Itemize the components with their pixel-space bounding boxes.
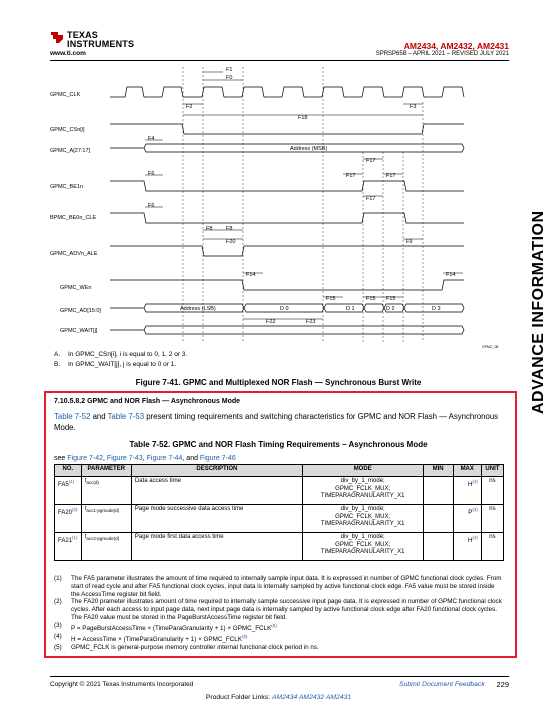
figure-code: GPMC_08: [482, 345, 499, 349]
bus-address-msb: Address (MSB): [290, 146, 328, 152]
signal-label: GPMC_WEn: [60, 285, 92, 291]
timing-label-f17d: F17: [366, 196, 376, 202]
section-intro: Table 7-52 and Table 7-53 present timing requirements and switching characteristics for GPMC and NOR Flash — Asynchronous Mode.: [54, 412, 499, 432]
product-link[interactable]: AM2434 AM2432 AM2431: [271, 694, 352, 701]
bus-data-3: D 3: [432, 306, 441, 312]
see-figures: see Figure 7-42, Figure 7-43, Figure 7-44, and Figure 7-46: [54, 455, 236, 462]
figure-notes: [54, 350, 187, 370]
signal-label: GPMC_BE1n: [50, 184, 84, 190]
col-header: MAX: [453, 465, 481, 477]
timing-svg: [50, 62, 510, 352]
part-numbers: AM2434, AM2432, AM2431: [403, 41, 509, 51]
cell-no: FA20$^{(2)}$: [55, 505, 82, 533]
timing-label-f6b: F6: [148, 203, 155, 209]
timing-label-f9: F9: [406, 239, 413, 245]
cell-max: $P^{(3)}$: [453, 505, 481, 533]
timing-label-f17b: F17: [346, 173, 356, 179]
footnote-ref[interactable]: (5): [271, 622, 277, 628]
footnote: (2) The FA20 prameter illustrates amount of time required to internally sample successive input page data. It is expressed in number of GPMC functional clock cycles. After each access to input page data, next input page data is internally sampled by active functional clock edge after FA20 functional clock cycles. The FA20 value must be stored in the PageBurstAccessTime register bit field.: [54, 598, 502, 621]
table-row: [55, 505, 504, 533]
timing-label-f15: F15: [326, 296, 336, 302]
brand-name: [67, 31, 134, 49]
footnote-ref[interactable]: (4): [472, 479, 478, 484]
submit-feedback-link[interactable]: Submit Document Feedback: [399, 681, 485, 688]
timing-label-f18: F18: [298, 115, 308, 121]
col-header: MIN: [423, 465, 453, 477]
figure-note: B. In GPMC_WAIT[j], j is equal to 0 or 1.: [54, 361, 177, 368]
brand-line1: TEXAS: [67, 30, 99, 40]
bus-data-1: D 1: [346, 306, 355, 312]
cell-mode: div_by_1_mode; GPMC_FCLK_MUX; TIMEPARAGRANULARITY_X1: [302, 477, 423, 505]
footer-divider: [50, 676, 509, 677]
timing-label-f8: F8: [206, 226, 213, 232]
footnote: (4) H = AccessTime × (TimeParaGranularity + $1) \times GPMC\_FCLK^{(5)}$: [54, 632, 248, 643]
timing-label-f20: F20: [226, 239, 236, 245]
col-header: NO.: [55, 465, 82, 477]
timing-label-f22: F22: [266, 319, 276, 325]
timing-label-f14b: F14: [446, 272, 456, 278]
signal-label: GPMC_A[27:17]: [50, 148, 91, 154]
timing-label-f4: F4: [148, 136, 155, 142]
footnote-ref[interactable]: (2): [72, 507, 78, 512]
figure-link[interactable]: Figure 7-43: [106, 455, 143, 462]
ti-logo-icon: [50, 30, 64, 44]
cell-mode: div_by_1_mode; GPMC_FCLK_MUX; TIMEPARAGRANULARITY_X1: [302, 533, 423, 561]
footnote-ref[interactable]: (3): [472, 507, 478, 512]
cell-unit: ns: [481, 533, 503, 561]
timing-label-f23: F23: [306, 319, 316, 325]
footnote-ref[interactable]: (1): [72, 535, 78, 540]
cell-max: $H^{(4)}$: [453, 477, 481, 505]
table-row: [55, 533, 504, 561]
table-header-row: [55, 465, 504, 477]
timing-label-f8b: F8: [226, 226, 233, 232]
timing-label-f1: F1: [226, 67, 233, 73]
col-header: UNIT: [481, 465, 503, 477]
timing-diagram: [50, 62, 510, 352]
table-caption: Table 7-52. GPMC and NOR Flash Timing Requirements – Asynchronous Mode: [129, 440, 428, 449]
timing-label-f15b: F15: [366, 296, 376, 302]
footnote: (1) The FA5 parameter illustrates the amount of time required to internally sample input data. It is expressed in number of GPMC functional clock cycles. From start of read cycle and after FA5 functional clock cycles, input data is internally sampled by active functional clock edge. FA5 value must be stored inside the AccessTime register bit field.: [54, 575, 502, 598]
cell-min: [423, 533, 453, 561]
timing-label-f2: F2: [186, 104, 193, 110]
signal-label: GPMC_AD[15:0]: [60, 308, 101, 314]
figure-link[interactable]: Figure 7-46: [199, 455, 236, 462]
timing-label-f14: F14: [246, 272, 256, 278]
timing-label-f6: F6: [148, 171, 155, 177]
signal-label: BPMC_BE0n_CLE: [50, 215, 97, 221]
brand-line2: INSTRUMENTS: [67, 39, 135, 49]
footnote: (5) GPMC_FCLK is general-purpose memory controller internal functional clock period in ns.: [54, 643, 319, 651]
cell-param: $t_{acc2-pgmode(d)}$: [81, 533, 131, 561]
signal-label: GPMC_CSn[i]: [50, 127, 85, 133]
copyright: Copyright © 2021 Texas Instruments Incorporated: [50, 681, 194, 688]
header-divider: [50, 60, 509, 61]
footnote-ref[interactable]: (5): [242, 633, 248, 639]
table-footnotes: [54, 575, 504, 651]
cell-mode: div_by_1_mode; GPMC_FCLK_MUX; TIMEPARAGRANULARITY_X1: [302, 505, 423, 533]
figure-note: A. In GPMC_CSn[i], i is equal to 0, 1, 2 or 3.: [54, 351, 188, 358]
cell-desc: Data access time: [131, 477, 302, 505]
table-link[interactable]: Table 7-52: [54, 412, 91, 421]
cell-param: $t_{acc1-pgmode(d)}$: [81, 505, 131, 533]
website-link[interactable]: www.ti.com: [50, 50, 86, 57]
cell-min: [423, 505, 453, 533]
cell-unit: ns: [481, 505, 503, 533]
cell-desc: Page mode first data access time: [131, 533, 302, 561]
revision-info: SPRSP65B – APRIL 2021 – REVISED JULY 2021: [375, 51, 509, 57]
timing-label-f17c: F17: [386, 173, 396, 179]
signal-label: GPMC_WAIT[j]: [60, 328, 98, 334]
figure-caption: Figure 7-41. GPMC and Multiplexed NOR Flash — Synchronous Burst Write: [135, 378, 422, 387]
figure-link[interactable]: Figure 7-42: [67, 455, 104, 462]
col-header: MODE: [302, 465, 423, 477]
timing-label-f0: F0: [226, 75, 233, 81]
cell-no: FA21$^{(1)}$: [55, 533, 82, 561]
section-title: 7.10.5.8.2 GPMC and NOR Flash — Asynchronous Mode: [54, 398, 241, 405]
timing-requirements-table: [54, 464, 504, 561]
bus-address-lsb: Address (LSB): [180, 306, 216, 312]
cell-unit: ns: [481, 477, 503, 505]
signal-label: GPMC_CLK: [50, 92, 81, 98]
cell-max: $H^{(4)}$: [453, 533, 481, 561]
footnote-ref[interactable]: (1): [68, 479, 75, 484]
timing-label-f17: F17: [366, 158, 376, 164]
table-link[interactable]: Table 7-53: [107, 412, 145, 421]
col-header: DESCRIPTION: [131, 465, 302, 477]
figure-link[interactable]: Figure 7-44: [146, 455, 183, 462]
bus-data-2: D 2: [386, 306, 395, 312]
timing-label-f3: F3: [410, 104, 417, 110]
product-folder-links: Product Folder Links: AM2434 AM2432 AM2431: [205, 694, 352, 701]
cell-min: [423, 477, 453, 505]
signal-label: GPMC_ADVn_ALE: [50, 251, 98, 257]
cell-desc: Page mode successive data access time: [131, 505, 302, 533]
footnote: (3) P = PageBurstAccessTime × (TimeParaGranularity + $1) \times GPMC\_FCLK^{(5)}$: [54, 621, 277, 632]
bus-data-0: D 0: [280, 306, 289, 312]
col-header: PARAMETER: [81, 465, 131, 477]
cell-no: FA5$^{(1)}$: [55, 477, 82, 505]
page-number: 229: [496, 680, 509, 689]
cell-param: $t_{acc(d)}$: [81, 477, 131, 505]
footnote-ref[interactable]: (4): [472, 535, 478, 540]
table-row: [55, 477, 504, 505]
timing-label-f15c: F15: [386, 296, 396, 302]
